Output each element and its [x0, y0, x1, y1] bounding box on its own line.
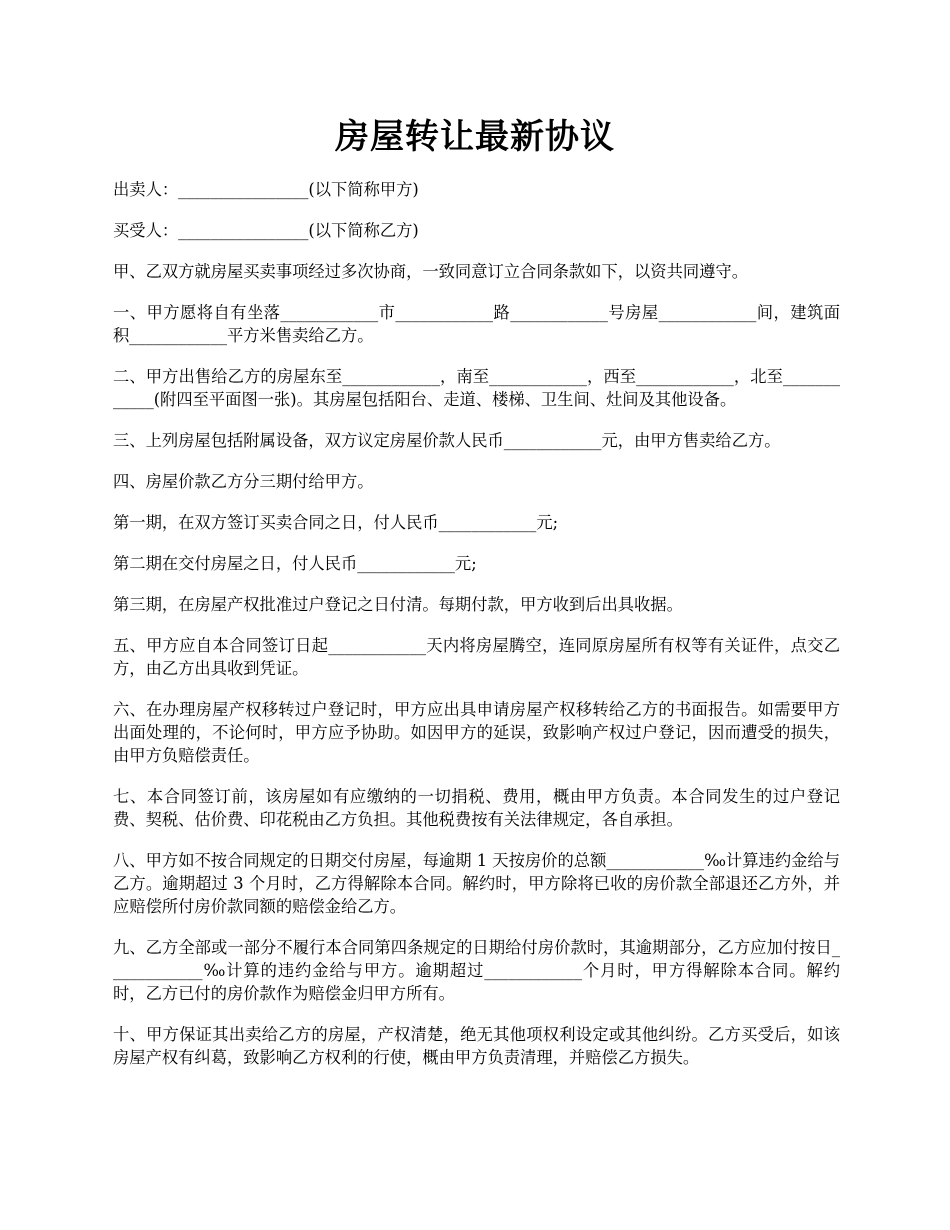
seller-line: 出卖人：________________(以下简称甲方) [113, 180, 419, 199]
clause-7: 七、本合同签订前，该房屋如有应缴纳的一切捐税、费用，概由甲方负责。本合同发生的过户登记费、契税、估价费、印花税由乙方负担。其他税费按有关法律规定，各自承担。 [113, 787, 840, 829]
document-body [113, 178, 840, 1087]
clause-3: 三、上列房屋包括附属设备，双方议定房屋价款人民币____________元，由甲方售卖给乙方。 [113, 431, 781, 450]
clause-6: 六、在办理房屋产权移转过户登记时，甲方应出具申请房屋产权移转给乙方的书面报告。如需要甲方出面处理的，不论何时，甲方应予协助。如因甲方的延误，致影响产权过户登记，因而遭受的损失，由甲方负赔偿责任。 [113, 700, 840, 765]
clause-1: 一、甲方愿将自有坐落____________市____________路____________号房屋____________间，建筑面积____________平方米售卖给乙方。 [113, 303, 840, 345]
preamble-paragraph: 甲、乙双方就房屋买卖事项经过多次协商，一致同意订立合同条款如下，以资共同遵守。 [113, 262, 748, 281]
clause-4: 四、房屋价款乙方分三期付给甲方。 [113, 472, 374, 491]
clause-2: 二、甲方出售给乙方的房屋东至____________，南至____________，西至____________，北至____________(附四至平面图一张)。其房屋包括阳台、走道、楼梯、卫生间、灶间及其他设备。 [113, 367, 840, 409]
payment-installment-3: 第三期，在房屋产权批准过户登记之日付清。每期付款，甲方收到后出具收据。 [113, 595, 683, 614]
document-title: 房屋转让最新协议 [335, 117, 615, 157]
payment-installment-1: 第一期，在双方签订买卖合同之日，付人民币____________元; [113, 513, 559, 532]
payment-installment-2: 第二期在交付房屋之日，付人民币____________元; [113, 554, 477, 573]
clause-8: 八、甲方如不按合同规定的日期交付房屋，每逾期 1 天按房价的总额____________‰计算违约金给与乙方。逾期超过 3 个月时，乙方得解除本合同。解约时，甲方除将已收的房价款全部退还乙方外，并应赔偿所付房价款同额的赔偿金给乙方。 [113, 851, 840, 916]
clause-5: 五、甲方应自本合同签订日起____________天内将房屋腾空，连同原房屋所有权等有关证件，点交乙方，由乙方出具收到凭证。 [113, 636, 840, 678]
clause-10: 十、甲方保证其出卖给乙方的房屋，产权清楚，绝无其他项权利设定或其他纠纷。乙方买受后，如该房屋产权有纠葛，致影响乙方权利的行使，概由甲方负责清理，并赔偿乙方损失。 [113, 1025, 840, 1067]
clause-9: 九、乙方全部或一部分不履行本合同第四条规定的日期给付房价款时，其逾期部分，乙方应加付按日____________‰计算的违约金给与甲方。逾期超过____________个月时，甲方得解除本合同。解约时，乙方已付的房价款作为赔偿金归甲方所有。 [113, 938, 840, 1003]
buyer-line: 买受人：________________(以下简称乙方) [113, 221, 419, 240]
